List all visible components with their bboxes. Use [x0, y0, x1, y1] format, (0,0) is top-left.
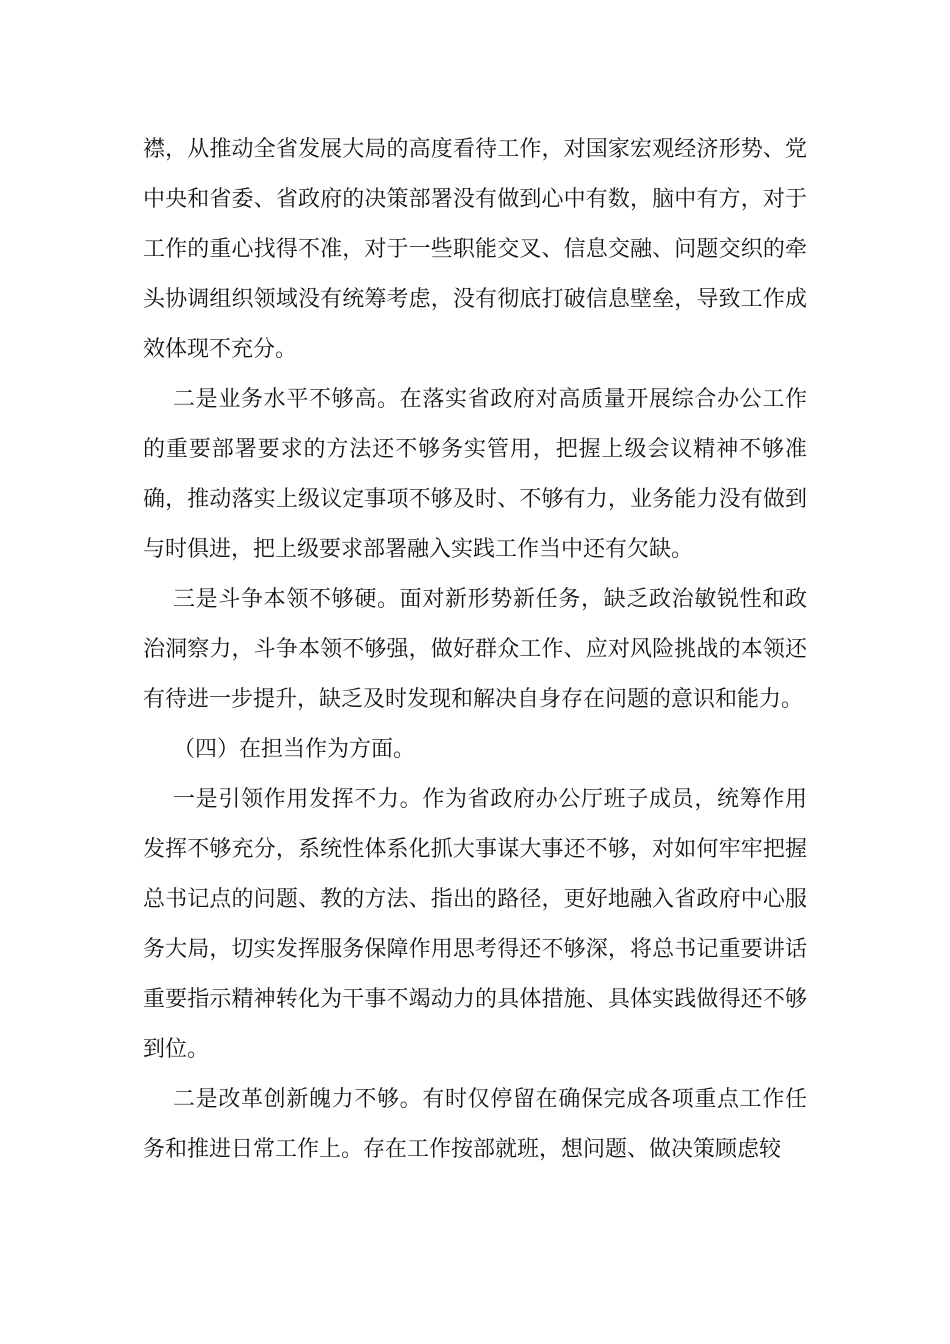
paragraph-reform-innovation: 二是改革创新魄力不够。有时仅停留在确保完成各项重点工作任务和推进日常工作上。存在工作按部就班，想问题、做决策顾虑较 [143, 1087, 807, 1162]
section-heading-responsibility: （四）在担当作为方面。 [173, 737, 416, 762]
paragraph-leading-role: 一是引领作用发挥不力。作为省政府办公厅班子成员，统筹作用发挥不够充分，系统性体系化抓大事谋大事还不够，对如何牢牢把握总书记点的问题、教的方法、指出的路径，更好地融入省政府中心服务大局，切实发挥服务保障作用思考得还不够深，将总书记重要讲话重要指示精神转化为干事不竭动力的具体措施、具体实践做得还不够到位。 [143, 787, 807, 1062]
document-body [143, 125, 807, 1175]
paragraph-struggle-skill: 三是斗争本领不够硬。面对新形势新任务，缺乏政治敏锐性和政治洞察力，斗争本领不够强，做好群众工作、应对风险挑战的本领还有待进一步提升，缺乏及时发现和解决自身存在问题的意识和能力。 [143, 587, 807, 712]
paragraph-continuation: 襟，从推动全省发展大局的高度看待工作，对国家宏观经济形势、党中央和省委、省政府的决策部署没有做到心中有数，脑中有方，对于工作的重心找得不准，对于一些职能交叉、信息交融、问题交织的牵头协调组织领域没有统筹考虑，没有彻底打破信息壁垒，导致工作成效体现不充分。 [143, 137, 807, 362]
paragraph-business-level: 二是业务水平不够高。在落实省政府对高质量开展综合办公工作的重要部署要求的方法还不够务实管用，把握上级会议精神不够准确，推动落实上级议定事项不够及时、不够有力，业务能力没有做到与时俱进，把上级要求部署融入实践工作当中还有欠缺。 [143, 387, 807, 562]
